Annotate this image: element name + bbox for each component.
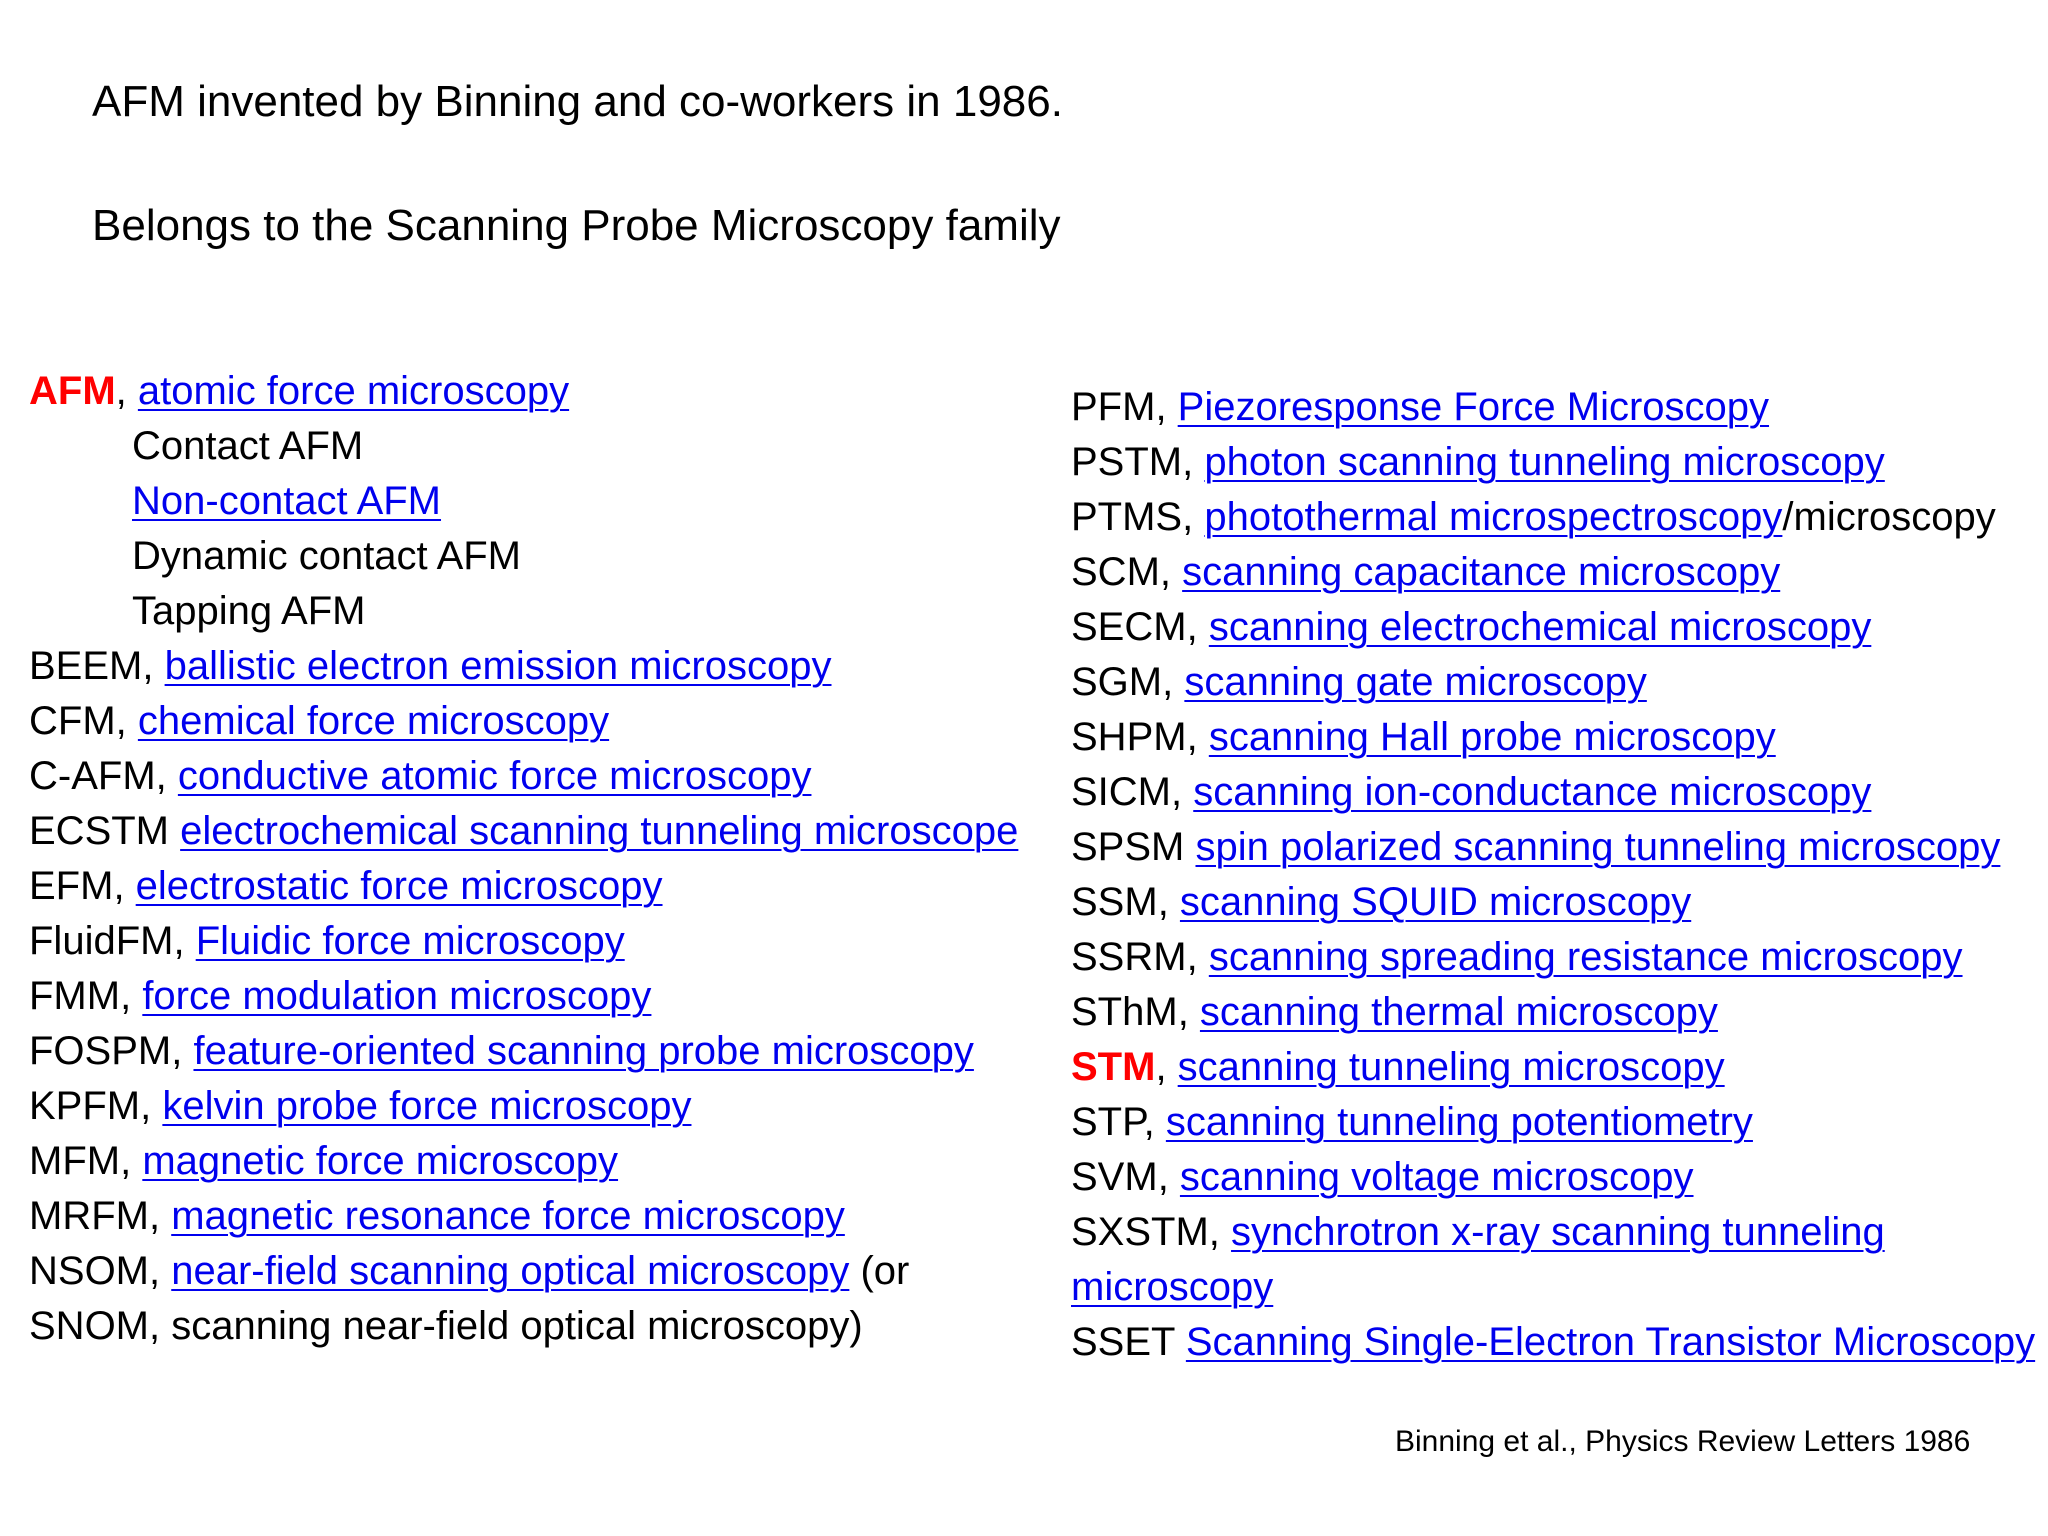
list-item-shpm bbox=[1071, 710, 2046, 765]
separator: , bbox=[1157, 1155, 1180, 1199]
list-item-ssrm bbox=[1071, 930, 2046, 985]
separator: , bbox=[1143, 1100, 1166, 1144]
right-technique-list bbox=[1071, 380, 2046, 1370]
technique-link[interactable]: scanning gate microscopy bbox=[1184, 660, 1647, 704]
abbreviation: SThM bbox=[1071, 990, 1178, 1034]
technique-link[interactable]: near-field scanning optical microscopy bbox=[171, 1249, 850, 1293]
abbreviation: KPFM bbox=[29, 1084, 141, 1128]
list-item-tapping-afm bbox=[29, 584, 1039, 639]
list-item-stp bbox=[1071, 1095, 2046, 1150]
technique-link[interactable]: force modulation microscopy bbox=[142, 974, 652, 1018]
separator: , bbox=[1159, 550, 1183, 594]
separator: , bbox=[148, 1194, 172, 1238]
list-item-sxstm bbox=[1071, 1205, 2046, 1315]
technique-label: Tapping AFM bbox=[132, 589, 366, 633]
technique-link[interactable]: scanning tunneling microscopy bbox=[1177, 1045, 1725, 1089]
abbreviation: SSRM bbox=[1071, 935, 1187, 979]
abbreviation: FMM bbox=[29, 974, 121, 1018]
technique-link[interactable]: photothermal microspectroscopy bbox=[1204, 495, 1783, 539]
abbreviation: SXSTM bbox=[1071, 1210, 1209, 1254]
separator: , bbox=[1186, 935, 1209, 979]
technique-link[interactable]: scanning voltage microscopy bbox=[1179, 1155, 1694, 1199]
abbreviation: MFM bbox=[29, 1139, 121, 1183]
list-item-kpfm bbox=[29, 1079, 1039, 1134]
technique-link[interactable]: magnetic resonance force microscopy bbox=[171, 1194, 845, 1238]
list-item-spsm bbox=[1071, 820, 2046, 875]
abbreviation: BEEM bbox=[29, 644, 143, 688]
technique-note: (or SNOM, scanning near-field optical microscopy) bbox=[29, 1249, 910, 1348]
abbreviation: FOSPM bbox=[29, 1029, 172, 1073]
technique-link[interactable]: Piezoresponse Force Microscopy bbox=[1177, 385, 1770, 429]
abbreviation: EFM bbox=[29, 864, 114, 908]
abbreviation: NSOM bbox=[29, 1249, 149, 1293]
list-item-mfm bbox=[29, 1134, 1039, 1189]
technique-link[interactable]: kelvin probe force microscopy bbox=[162, 1084, 692, 1128]
abbreviation: SSM bbox=[1071, 880, 1158, 924]
technique-link[interactable]: scanning spreading resistance microscopy bbox=[1208, 935, 1963, 979]
list-item-ecstm bbox=[29, 804, 1039, 859]
abbreviation: FluidFM bbox=[29, 919, 174, 963]
separator: , bbox=[173, 919, 196, 963]
list-item-ssm bbox=[1071, 875, 2046, 930]
technique-link[interactable]: scanning tunneling potentiometry bbox=[1165, 1100, 1753, 1144]
separator: , bbox=[171, 1029, 194, 1073]
abbreviation: SSET bbox=[1071, 1320, 1175, 1364]
separator: , bbox=[1208, 1210, 1232, 1254]
list-item-efm bbox=[29, 859, 1039, 914]
list-item-sset bbox=[1071, 1315, 2046, 1370]
separator: , bbox=[1162, 660, 1185, 704]
technique-note: /microscopy bbox=[1782, 495, 1996, 539]
abbreviation: AFM bbox=[29, 369, 116, 413]
technique-link[interactable]: scanning electrochemical microscopy bbox=[1208, 605, 1872, 649]
separator: , bbox=[1157, 880, 1180, 924]
separator: , bbox=[120, 974, 143, 1018]
abbreviation: SPSM bbox=[1071, 825, 1185, 869]
abbreviation: ECSTM bbox=[29, 809, 169, 853]
list-item-scm bbox=[1071, 545, 2046, 600]
list-item-dynamic-contact-afm bbox=[29, 529, 1039, 584]
list-item-pstm bbox=[1071, 435, 2046, 490]
separator: , bbox=[1182, 440, 1205, 484]
separator: , bbox=[1186, 715, 1209, 759]
list-item-fluidfm bbox=[29, 914, 1039, 969]
list-item-beem bbox=[29, 639, 1039, 694]
abbreviation: SCM bbox=[1071, 550, 1160, 594]
separator: , bbox=[1177, 990, 1200, 1034]
abbreviation: STP bbox=[1071, 1100, 1144, 1144]
technique-link[interactable]: scanning SQUID microscopy bbox=[1179, 880, 1692, 924]
abbreviation: C-AFM bbox=[29, 754, 156, 798]
separator: , bbox=[120, 1139, 143, 1183]
separator: , bbox=[1182, 495, 1205, 539]
abbreviation: CFM bbox=[29, 699, 116, 743]
list-item-nsom bbox=[29, 1244, 1039, 1354]
technique-link[interactable]: feature-oriented scanning probe microscopy bbox=[193, 1029, 974, 1073]
technique-link[interactable]: electrochemical scanning tunneling microscope bbox=[180, 809, 1019, 853]
list-item-svm bbox=[1071, 1150, 2046, 1205]
heading-family: Belongs to the Scanning Probe Microscopy family bbox=[92, 201, 1061, 250]
technique-link[interactable]: photon scanning tunneling microscopy bbox=[1204, 440, 1885, 484]
technique-link[interactable]: scanning capacitance microscopy bbox=[1182, 550, 1781, 594]
list-item-contact-afm bbox=[29, 419, 1039, 474]
abbreviation: PFM bbox=[1071, 385, 1156, 429]
separator: , bbox=[140, 1084, 163, 1128]
technique-link[interactable]: magnetic force microscopy bbox=[142, 1139, 619, 1183]
list-item-secm bbox=[1071, 600, 2046, 655]
separator bbox=[169, 809, 180, 853]
separator: , bbox=[1186, 605, 1209, 649]
heading-invention: AFM invented by Binning and co-workers in 1986. bbox=[92, 77, 1063, 126]
separator bbox=[1175, 1320, 1186, 1364]
technique-link[interactable]: electrostatic force microscopy bbox=[135, 864, 663, 908]
list-item-sgm bbox=[1071, 655, 2046, 710]
list-item-non-contact-afm bbox=[29, 474, 1039, 529]
technique-link[interactable]: ballistic electron emission microscopy bbox=[164, 644, 832, 688]
technique-link[interactable]: Fluidic force microscopy bbox=[195, 919, 625, 963]
list-item-stm bbox=[1071, 1040, 2046, 1095]
technique-link[interactable]: chemical force microscopy bbox=[137, 699, 610, 743]
technique-link[interactable]: conductive atomic force microscopy bbox=[177, 754, 812, 798]
abbreviation: SGM bbox=[1071, 660, 1163, 704]
technique-link[interactable]: synchrotron x-ray scanning tunneling microscopy bbox=[1071, 1210, 1885, 1309]
abbreviation: STM bbox=[1071, 1045, 1156, 1089]
list-item-mrfm bbox=[29, 1189, 1039, 1244]
list-item-c-afm bbox=[29, 749, 1039, 804]
left-technique-list bbox=[29, 364, 1039, 1354]
abbreviation: SVM bbox=[1071, 1155, 1158, 1199]
abbreviation: SICM bbox=[1071, 770, 1171, 814]
separator: , bbox=[155, 754, 178, 798]
technique-link[interactable]: Non-contact AFM bbox=[132, 479, 442, 523]
abbreviation: SHPM bbox=[1071, 715, 1187, 759]
abbreviation: PTMS bbox=[1071, 495, 1183, 539]
list-item-sthm bbox=[1071, 985, 2046, 1040]
separator: , bbox=[1155, 1045, 1178, 1089]
technique-label: Contact AFM bbox=[132, 424, 364, 468]
separator bbox=[1184, 825, 1195, 869]
technique-link[interactable]: scanning thermal microscopy bbox=[1199, 990, 1718, 1034]
list-item-sicm bbox=[1071, 765, 2046, 820]
list-item-afm bbox=[29, 364, 1039, 419]
separator: , bbox=[115, 699, 138, 743]
list-item-pfm bbox=[1071, 380, 2046, 435]
technique-link[interactable]: scanning Hall probe microscopy bbox=[1208, 715, 1776, 759]
separator: , bbox=[1155, 385, 1178, 429]
list-item-ptms bbox=[1071, 490, 2046, 545]
abbreviation: PSTM bbox=[1071, 440, 1183, 484]
separator: , bbox=[115, 369, 138, 413]
technique-link[interactable]: atomic force microscopy bbox=[137, 369, 570, 413]
abbreviation: SECM bbox=[1071, 605, 1187, 649]
citation: Binning et al., Physics Review Letters 1986 bbox=[1395, 1425, 1971, 1458]
technique-link[interactable]: scanning ion-conductance microscopy bbox=[1193, 770, 1872, 814]
separator: , bbox=[113, 864, 136, 908]
technique-link[interactable]: Scanning Single-Electron Transistor Microscopy bbox=[1185, 1320, 2036, 1364]
abbreviation: MRFM bbox=[29, 1194, 149, 1238]
technique-link[interactable]: spin polarized scanning tunneling microscopy bbox=[1195, 825, 2001, 869]
separator: , bbox=[142, 644, 165, 688]
separator: , bbox=[1171, 770, 1194, 814]
list-item-fospm bbox=[29, 1024, 1039, 1079]
technique-label: Dynamic contact AFM bbox=[132, 534, 522, 578]
separator: , bbox=[149, 1249, 172, 1293]
list-item-fmm bbox=[29, 969, 1039, 1024]
list-item-cfm bbox=[29, 694, 1039, 749]
